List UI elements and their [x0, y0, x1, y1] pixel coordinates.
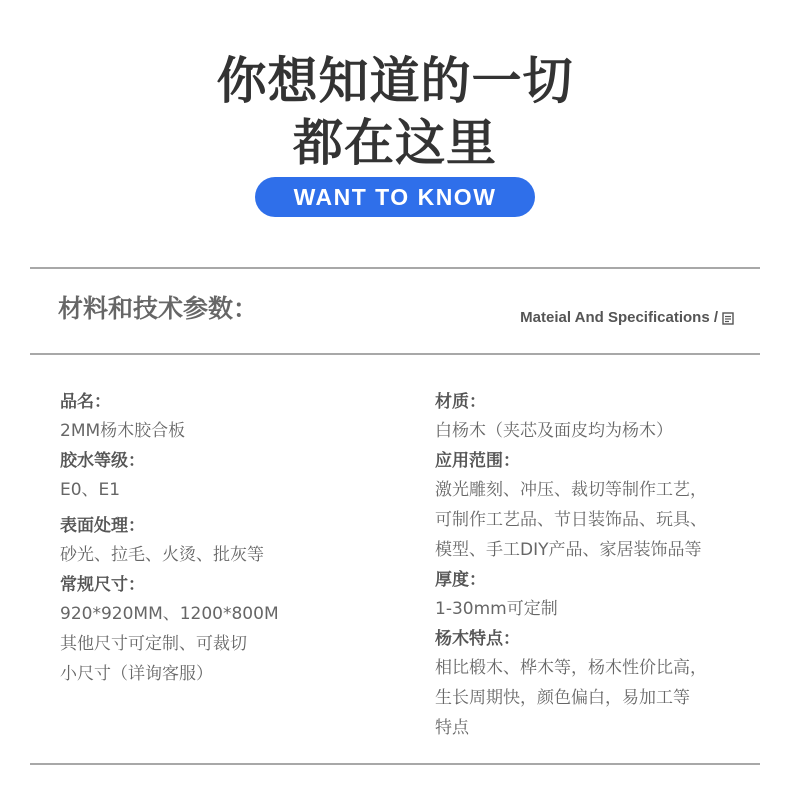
- spec-application: [435, 447, 765, 565]
- section-subtitle: [520, 308, 734, 328]
- hero-title-line-1: 你想知道的一切: [216, 52, 574, 110]
- spec-value: E0、E1: [60, 480, 121, 500]
- section-subtitle-text: Mateial And Specifications /: [520, 309, 718, 326]
- spec-regular-size: [60, 571, 390, 689]
- spec-value: 相比椴木、桦木等，杨木性价比高， 生长周期快，颜色偏白，易加工等 特点: [435, 658, 707, 738]
- spec-label: 表面处理：: [60, 516, 145, 536]
- spec-label: 杨木特点：: [435, 629, 520, 649]
- section-title: 材料和技术参数：: [58, 294, 259, 323]
- spec-label: 材质：: [435, 392, 486, 412]
- spec-poplar-features: [435, 625, 765, 743]
- spec-value: 白杨木（夹芯及面皮均为杨木）: [435, 421, 673, 441]
- divider-middle: [30, 353, 760, 355]
- spec-label: 常规尺寸：: [60, 575, 145, 595]
- divider-bottom: [30, 763, 760, 765]
- hero-title-line-2: 都在这里: [293, 114, 497, 172]
- spec-value: 1-30mm可定制: [435, 599, 558, 619]
- spec-material: [435, 388, 765, 446]
- spec-value: 920*920MM、1200*800M 其他尺寸可定制、可裁切 小尺寸（详询客服）: [60, 604, 279, 684]
- spec-label: 应用范围：: [435, 451, 520, 471]
- spec-thickness: [435, 566, 765, 624]
- spec-value: 2MM杨木胶合板: [60, 421, 186, 441]
- want-to-know-badge: WANT TO KNOW: [255, 177, 535, 217]
- spec-value: 激光雕刻、冲压、裁切等制作工艺， 可制作工艺品、节日装饰品、玩具、 模型、手工DIY产品、家居装饰品等: [435, 480, 707, 560]
- spec-value: 砂光、拉毛、火烫、批灰等: [60, 545, 264, 565]
- spec-product-name: [60, 388, 390, 446]
- spec-label: 胶水等级：: [60, 451, 145, 471]
- specs-right-column: [435, 388, 765, 744]
- spec-surface-treatment: [60, 512, 390, 570]
- document-icon: [722, 312, 734, 325]
- divider-top: [30, 267, 760, 269]
- spec-label: 厚度：: [435, 570, 486, 590]
- spec-label: 品名：: [60, 392, 111, 412]
- specs-left-column: [60, 388, 390, 690]
- spec-glue-grade: [60, 447, 390, 505]
